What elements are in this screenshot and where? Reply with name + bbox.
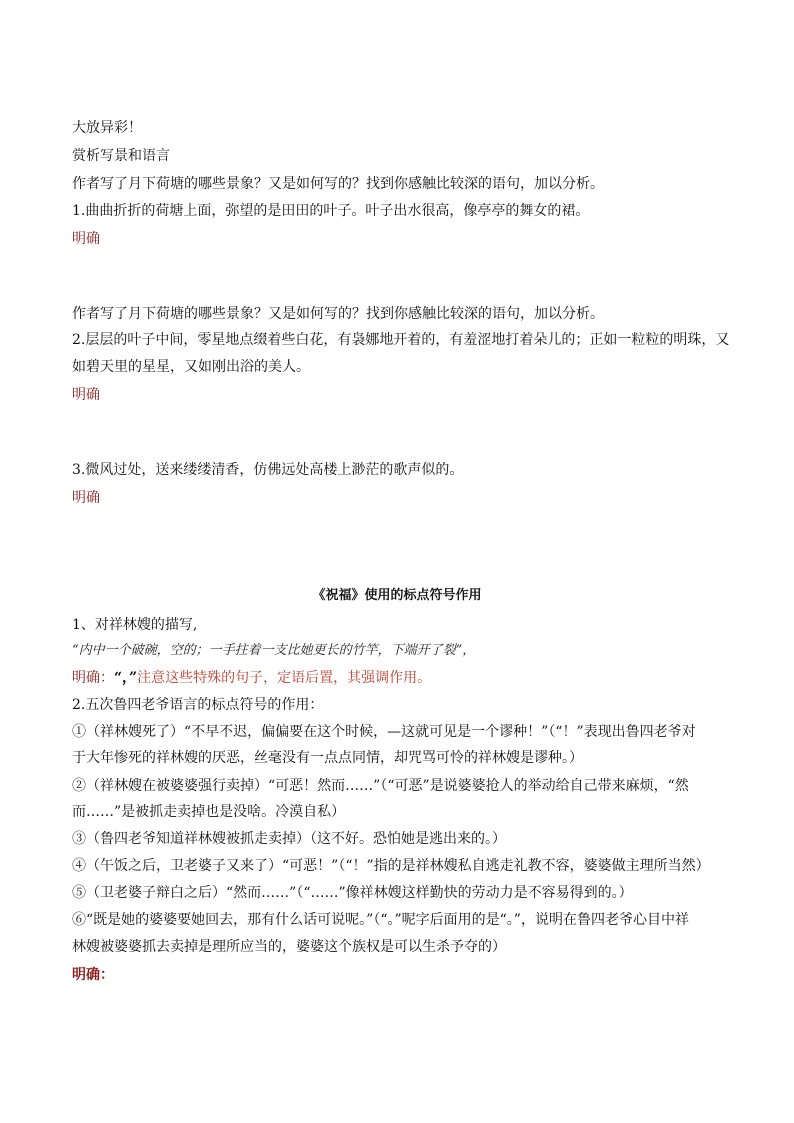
point-2-line-a: ②（祥林嫂在被婆婆强行卖掉）“可恶！然而……”（“可恶”是说婆婆抢人的举动给自己带来麻烦，“然 [72, 778, 689, 794]
sentence-2-line-b: 如碧天里的星星，又如刚出浴的美人。 [72, 359, 310, 375]
sentence-3: 3.微风过处，送来缕缕清香，仿佛远处高楼上渺茫的歌声似的。 [72, 462, 464, 478]
point-3: ③（鲁四老爷知道祥林嫂被抓走卖掉）（这不好。恐怕她是逃出来的。） [72, 831, 506, 847]
point-2-line-b: 而……”是被抓走卖掉也是没啥。冷漠自私） [72, 804, 346, 820]
answer-label-3: 明确 [72, 490, 100, 506]
answer-label-1: 明确 [72, 231, 100, 247]
sentence-2-line-a: 2.层层的叶子中间，零星地点缀着些白花，有袅娜地开着的，有羞涩地打着朵儿的；正如一粒粒的明珠，又 [72, 332, 730, 348]
question-text-2: 作者写了月下荷塘的哪些景象？又是如何写的？找到你感触比较深的语句，加以分析。 [72, 306, 604, 322]
point-1-line-a: ①（祥林嫂死了）“不早不迟，偏偏要在这个时候，—这就可见是一个谬种！”（“！”表现出鲁四老爷对 [72, 724, 696, 740]
answer-label-final: 明确： [72, 967, 114, 983]
point-5: ⑤（卫老婆子辩白之后）“然而……”（“……”像祥林嫂这样勤快的劳动力是不容易得到的。） [72, 885, 633, 901]
point-4: ④（午饭之后，卫老婆子又来了）“可恶！”（“！”指的是祥林嫂私自逃走礼教不容，婆婆做主理所当然） [72, 858, 710, 874]
heading-brilliance: 大放异彩！ [72, 120, 142, 136]
section-title: 《祝福》使用的标点符号作用 [312, 588, 482, 603]
point-6-line-a: ⑥“既是她的婆婆要她回去，那有什么话可说呢。”（“。”呢字后面用的是“。”，说明在鲁四老爷心目中祥 [72, 912, 689, 928]
item-1: 1、对祥林嫂的描写, [72, 617, 198, 633]
item-2: 2.五次鲁四老爷语言的标点符号的作用： [72, 697, 324, 713]
answer-row [72, 668, 431, 688]
answer-label-4: 明确： [72, 670, 114, 686]
answer-mark: “，” [114, 670, 138, 686]
point-6-line-b: 林嫂被婆婆抓去卖掉是理所应当的，婆婆这个族权是可以生杀予夺的） [72, 939, 506, 955]
answer-label-2: 明确 [72, 387, 100, 403]
point-1-line-b: 于大年惨死的祥林嫂的厌恶，丝毫没有一点点同情，却咒骂可怜的祥林嫂是谬种。） [72, 750, 583, 766]
quote-line: “内中一个破碗，空的；一手拄着一支比她更长的竹竿，下端开了裂”， [72, 643, 476, 658]
question-text: 作者写了月下荷塘的哪些景象？又是如何写的？找到你感触比较深的语句，加以分析。 [72, 176, 604, 192]
answer-note: 注意这些特殊的句子，定语后置，其强调作用。 [137, 670, 432, 686]
sentence-1: 1.曲曲折折的荷塘上面，弥望的是田田的叶子。叶子出水很高，像亭亭的舞女的裙。 [72, 203, 590, 219]
heading-appreciation: 赏析写景和语言 [72, 148, 170, 164]
